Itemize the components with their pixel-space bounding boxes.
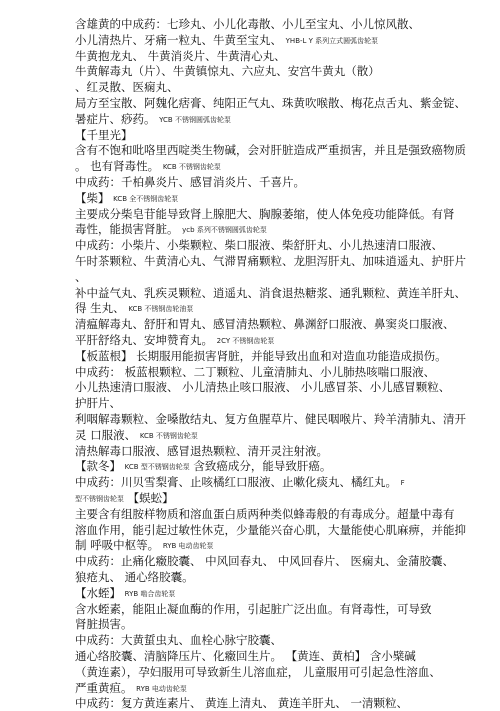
text-line [75,395,121,411]
text-line [75,585,175,602]
text-segment: 灵 口服液、 [75,427,140,442]
text-line [75,537,214,554]
text-line [75,443,328,459]
text-segment: 溶血作用，能引起过敏性休克，少量能兴奋心肌，大量能使心肌麻痹，并能抑 [75,522,466,537]
pump-caption: ycb 系列不锈钢圆弧齿轮泵 [182,226,267,235]
text-line [75,300,193,317]
text-line [75,316,455,332]
pump-caption: KCB 不锈钢齿轮油泵 [128,305,194,314]
text-segment: 中成药：复方黄连素片、 黄连上清丸、 黄连羊肝丸、 一清颗粒、 [75,696,408,711]
text-segment: 含有不饱和吡咯里西啶类生物碱，会对肝脏造成严重损害，并且是强致癌物质 [75,143,466,158]
text-line [75,142,466,158]
pump-caption: KCB 型不锈钢齿轮泵 [124,463,190,472]
section-heading: 【千里光】 [75,127,133,142]
text-segment: 中成药：川贝雪梨膏、止咳橘红口服液、止嗽化痰丸、橘红丸。 [75,475,401,490]
text-segment: 毒性，能损害肾脏。 [75,222,183,237]
pump-caption: KCB 不锈钢齿轮泵 [139,431,198,440]
text-segment: 中成药： 板蓝根颗粒、二丁颗粒、儿童清肺丸、小儿肺热咳喘口服液、 [75,364,436,379]
text-line [75,48,286,64]
pump-caption: YHB-L Y 系列立式圆弧齿轮泵 [285,36,379,45]
text-line [75,111,231,128]
text-segment: 午时茶颗粒、牛黄清心丸、气滞胃痛颗粒、龙胆泻肝丸、加味逍遥丸、护肝片 [75,254,466,268]
text-segment: 利咽解毒颗粒、金嗓散结丸、复方鱼腥草片、健民咽喉片、羚羊清肺丸、清开 [75,412,466,426]
text-line [75,379,450,395]
text-line [75,490,174,507]
text-segment: 主要含有组胺样物质和溶血蛋白质两种类似蜂毒般的有毒成分。超量中毒有 [75,506,455,521]
text-line [75,664,441,680]
text-line [75,616,133,632]
text-segment: 狼疮丸、 通心络胶囊。 [75,570,194,584]
text-segment: 含小檗碱 [369,649,416,663]
pump-caption: RYB 电动齿轮泵 [162,542,214,551]
text-segment: 中成药：大黄蜇虫丸、血栓心脉宁胶囊、 [75,633,282,648]
text-line [75,206,455,222]
text-line [75,680,187,697]
text-line [75,348,447,364]
text-segment: 中成药：止痛化癥胶囊、 中风回春丸、 中风回春片、 医痫丸、金蒲胶囊、 [75,554,454,569]
text-line [75,506,455,522]
text-line [75,285,466,301]
text-line [75,364,435,380]
text-line [75,569,194,585]
text-segment: 清瘟解毒丸、舒肝和胃丸、感冒清热颗粒、鼻渊舒口服液、鼻窦炎口服液、 [75,317,455,332]
section-heading: 【款冬】 [75,459,125,474]
text-line [75,269,87,285]
pump-caption: RYB 啮合齿轮泵 [124,589,176,598]
text-segment: 得 生丸、 [75,301,129,316]
text-segment: 补中益气丸、乳疾灵颗粒、逍遥丸、消食退热糖浆、通乳颗粒、黄连羊肝丸、 [75,285,466,300]
section-heading: 【蜈蚣】 [124,491,174,505]
text-segment: 主要成分柴皂苷能导致肾上腺肥大、胸腺萎缩，使人体免疫功能降低。有肾 [75,206,455,221]
section-heading: 【黄连、黄柏】 [285,649,370,663]
pump-caption: KCB 不锈钢齿轮泵 [162,163,221,172]
text-segment: 含水蛭素，能阻止凝血酶的作用，引起脏广泛出血。有肾毒性，可导致 [75,601,432,616]
text-segment: 。 也有肾毒性。 [75,159,163,174]
text-segment: 局方至宝散、阿魏化痞膏、纯阳正气丸、珠黄吹喉散、梅花点舌丸、紫金锭、 [75,96,466,110]
text-segment: 平肝舒络丸、安坤赞育丸。 [75,333,217,347]
text-segment: 牛黄解毒丸（片）、牛黄镇惊丸、六应丸、安宫牛黄丸（散） [75,64,380,79]
text-line [75,32,378,49]
text-line [75,632,282,648]
text-segment: 、红灵散、医痫丸、 [75,80,179,95]
text-line [75,253,466,269]
text-line [75,427,198,444]
text-segment: 含雄黄的中成药：七珍丸、小儿化毒散、小儿至宝丸、小儿惊风散、 [75,17,420,31]
pump-caption: KCB 全不锈钢齿轮泵 [113,194,179,203]
text-line [75,458,331,475]
text-segment: 中成药：千柏鼻炎片、感冒消炎片、千喜片。 [75,175,305,189]
text-segment: 严重黄疸。 [75,680,137,695]
text-segment: 护肝片、 [75,396,121,411]
pump-caption: 2CY 不锈钢齿轮泵 [216,337,275,345]
text-line [75,63,380,79]
text-line [75,553,454,569]
text-line [75,522,466,538]
text-line [75,648,416,664]
text-segment: 暑症片、痧药。 [75,111,160,126]
text-segment: 、 [75,269,87,284]
text-segment: 中成药：小柴片、小柴颗粒、柴口服液、柴舒肝丸、小儿热速清口服液、 [75,238,443,253]
text-line [75,411,466,427]
text-line [75,221,267,238]
text-line [75,695,408,711]
text-line [75,190,178,207]
section-heading: 【板蓝根】 [75,348,137,363]
text-segment: 制 呼吸中枢等。 [75,538,163,553]
pump-caption: F [400,479,405,488]
section-heading: 【水蛭】 [75,585,125,600]
text-segment: （黄连素），孕妇服用可导致新生儿溶血症， 儿童服用可引起急性溶血、 [75,664,441,679]
text-line [75,79,179,95]
text-line [75,332,274,349]
text-segment: 通心络胶囊、清脑降压片、化癥回生片。 [75,649,286,663]
pump-caption: 型不锈钢齿轮泵 [75,495,124,503]
pump-caption: YCB 不锈钢圆弧齿轮泵 [159,115,231,124]
text-line [75,158,221,175]
text-segment: 长期服用能损害肾脏，并能导致出血和对造血功能造成损伤。 [136,348,447,363]
text-line [75,16,420,32]
text-line [75,127,133,143]
pump-caption: RYB 电动齿轮泵 [136,684,187,693]
text-segment: 小儿清热片、牙痛一粒丸、牛黄至宝丸、 [75,32,286,47]
text-segment: 清热解毒口服液、感冒退热颗粒、清开灵注射液。 [75,443,328,458]
section-heading: 【柴】 [75,190,114,205]
text-line [75,474,405,491]
text-line [75,174,305,190]
text-line [75,237,443,253]
text-segment: 小儿热速清口服液、 小儿清热止咳口服液、 小儿感冒茶、小儿感冒颗粒、 [75,380,451,395]
text-line [75,601,432,617]
text-line [75,95,466,111]
text-segment: 肾脏损害。 [75,617,133,632]
text-segment: 含致癌成分，能导致肝癌。 [189,459,332,474]
text-segment: 牛黄抱龙丸、 牛黄消炎片、牛黄清心丸、 [75,48,286,63]
